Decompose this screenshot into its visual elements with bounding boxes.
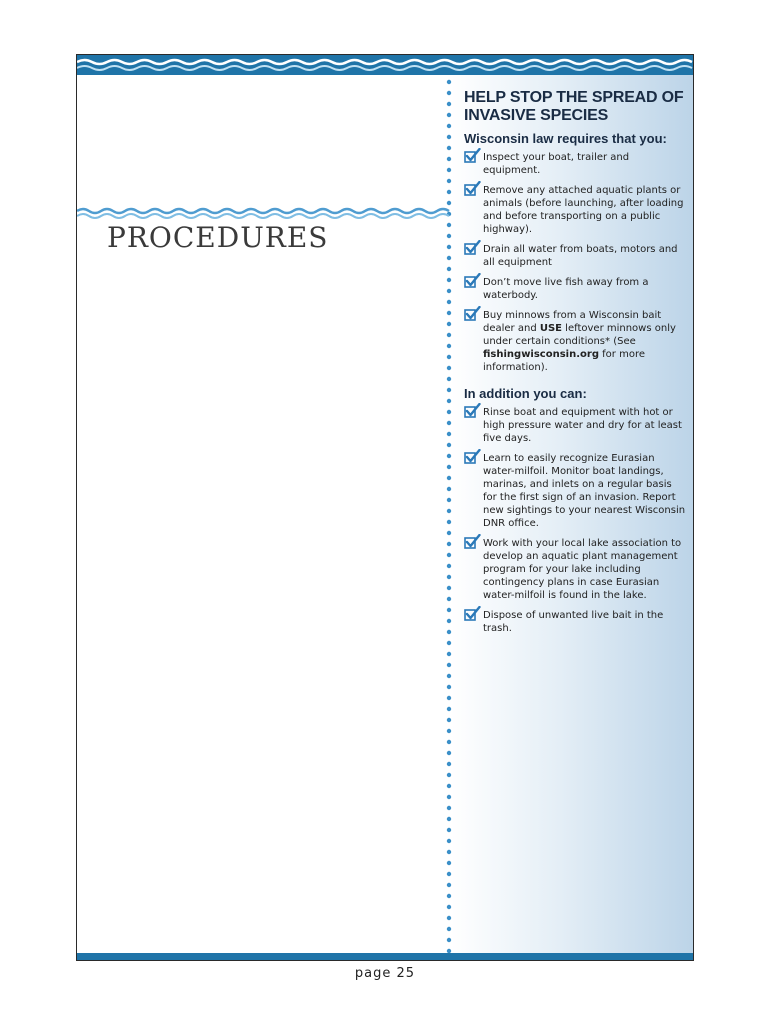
- checkbox-check-icon: [464, 449, 481, 465]
- list-item: [464, 537, 688, 602]
- wave-border-middle: [77, 205, 451, 221]
- checkbox-check-icon: [464, 181, 481, 197]
- checkbox-check-icon: [464, 273, 481, 289]
- checkbox-check-icon: [464, 306, 481, 322]
- checkbox-check-icon: [464, 240, 481, 256]
- section-title: PROCEDURES: [107, 221, 329, 254]
- addition-list: [464, 406, 688, 635]
- list-item-text: Inspect your boat, trailer and equipment.: [483, 152, 630, 176]
- minnow-text-2: leftover minnows only under certain conditions* (See: [483, 323, 676, 347]
- wave-border-top: [77, 55, 693, 75]
- addition-subheading: In addition you can:: [464, 386, 587, 401]
- list-item: [464, 609, 688, 635]
- page-frame: [76, 54, 694, 961]
- list-item: [464, 452, 688, 530]
- law-list: [464, 151, 688, 374]
- list-item-text: Learn to easily recognize Eurasian water-milfoil. Monitor boat landings, marinas, and inlets on a regular basis for the first sign of an invasion. Report new sightings to your nearest Wisconsin DNR office.: [483, 453, 686, 529]
- list-item-text: Rinse boat and equipment with hot or high pressure water and dry for at least five days.: [483, 407, 682, 444]
- list-item: [464, 243, 688, 269]
- checkbox-check-icon: [464, 148, 481, 164]
- sidebar-heading: HELP STOP THE SPREAD OF INVASIVE SPECIES: [464, 89, 684, 124]
- list-item: [464, 184, 688, 236]
- law-subheading: Wisconsin law requires that you:: [464, 131, 667, 146]
- list-item: [464, 406, 688, 445]
- checkbox-check-icon: [464, 403, 481, 419]
- bottom-band: [77, 953, 693, 960]
- list-item-text: Work with your local lake association to develop an aquatic plant management program for your lake including contingency plans in case Eurasian water-milfoil is found in the lake.: [483, 538, 682, 601]
- list-item-text: [483, 310, 676, 373]
- minnow-text-1: Buy minnows from a Wisconsin bait dealer and: [483, 310, 662, 334]
- list-item: [464, 309, 688, 374]
- page-number: page 25: [354, 966, 416, 981]
- list-item-text: Don’t move live fish away from a waterbody.: [483, 277, 649, 301]
- use-emphasis: USE: [539, 323, 562, 334]
- list-item: [464, 276, 688, 302]
- minnow-text-3: for more information).: [483, 349, 645, 373]
- list-item-text: Drain all water from boats, motors and all equipment: [483, 244, 678, 268]
- list-item-text: Dispose of unwanted live bait in the trash.: [483, 610, 664, 634]
- checkbox-check-icon: [464, 534, 481, 550]
- list-item: [464, 151, 688, 177]
- website-link[interactable]: fishingwisconsin.org: [483, 349, 599, 360]
- list-item-text: Remove any attached aquatic plants or animals (before launching, after loading and before transporting on a public highway).: [483, 185, 684, 235]
- sidebar-content: [464, 89, 688, 642]
- checkbox-check-icon: [464, 606, 481, 622]
